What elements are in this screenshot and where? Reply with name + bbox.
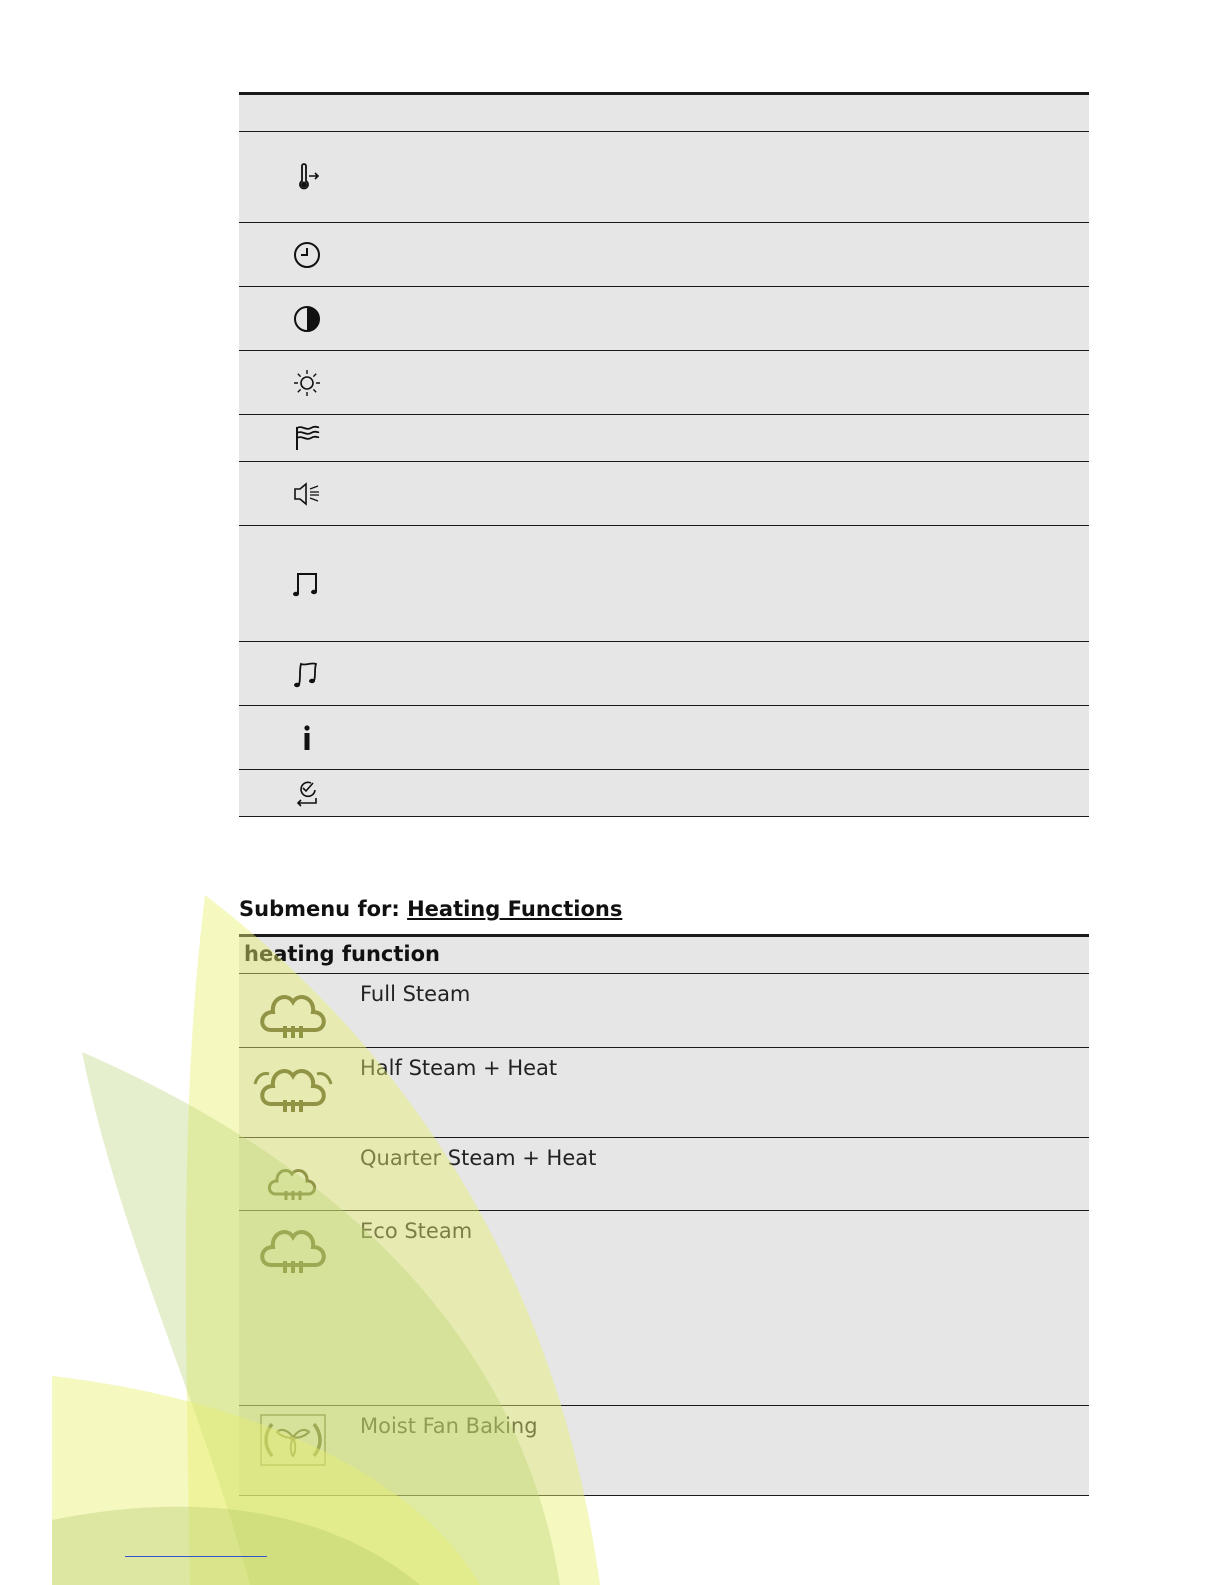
table-row: [239, 706, 1089, 770]
moist-fan-baking-icon: [260, 1414, 326, 1470]
table-row: [239, 287, 1089, 351]
heating-functions-table: [239, 934, 1089, 1496]
speaker-icon: [289, 476, 325, 512]
table-row: [239, 223, 1089, 287]
table-row: [239, 132, 1089, 223]
function-name: Half Steam + Heat: [360, 1056, 558, 1080]
function-name: Quarter Steam + Heat: [360, 1146, 597, 1170]
leaf-shape: [52, 1507, 420, 1585]
footer-rule: [125, 1556, 267, 1557]
submenu-heading: [239, 897, 622, 921]
column-header-heating-function: heating function: [244, 942, 440, 966]
table-row: [239, 974, 1089, 1048]
table-row: [239, 462, 1089, 526]
table-row: [239, 351, 1089, 415]
thermometer-arrow-icon: [289, 159, 325, 195]
function-name: Full Steam: [360, 982, 471, 1006]
language-flag-icon: [289, 420, 325, 456]
table-row: [239, 1406, 1089, 1496]
table-row: [239, 770, 1089, 817]
clock-icon: [289, 237, 325, 273]
table-row: [239, 1048, 1089, 1138]
brightness-icon: [289, 365, 325, 401]
table-row: [239, 642, 1089, 706]
table-row: [239, 526, 1089, 642]
reset-check-icon: [289, 775, 325, 811]
contrast-icon: [289, 301, 325, 337]
function-name: Moist Fan Baking: [360, 1414, 538, 1438]
table-row: [239, 1138, 1089, 1211]
full-steam-icon: [257, 982, 329, 1046]
heating-functions-link[interactable]: Heating Functions: [407, 897, 623, 921]
table-header-row: [239, 92, 1089, 132]
table-row: [239, 415, 1089, 462]
submenu-label: Submenu for:: [239, 897, 400, 921]
eco-steam-icon: [257, 1217, 329, 1281]
music-note-icon: [289, 566, 325, 602]
half-steam-icon: [251, 1054, 335, 1122]
quarter-steam-icon: [265, 1158, 321, 1206]
function-name: Eco Steam: [360, 1219, 473, 1243]
music-note-alt-icon: [289, 656, 325, 692]
info-icon: [289, 720, 325, 756]
table-header-row: [239, 934, 1089, 974]
table-row: [239, 1211, 1089, 1406]
settings-table: [239, 92, 1089, 817]
